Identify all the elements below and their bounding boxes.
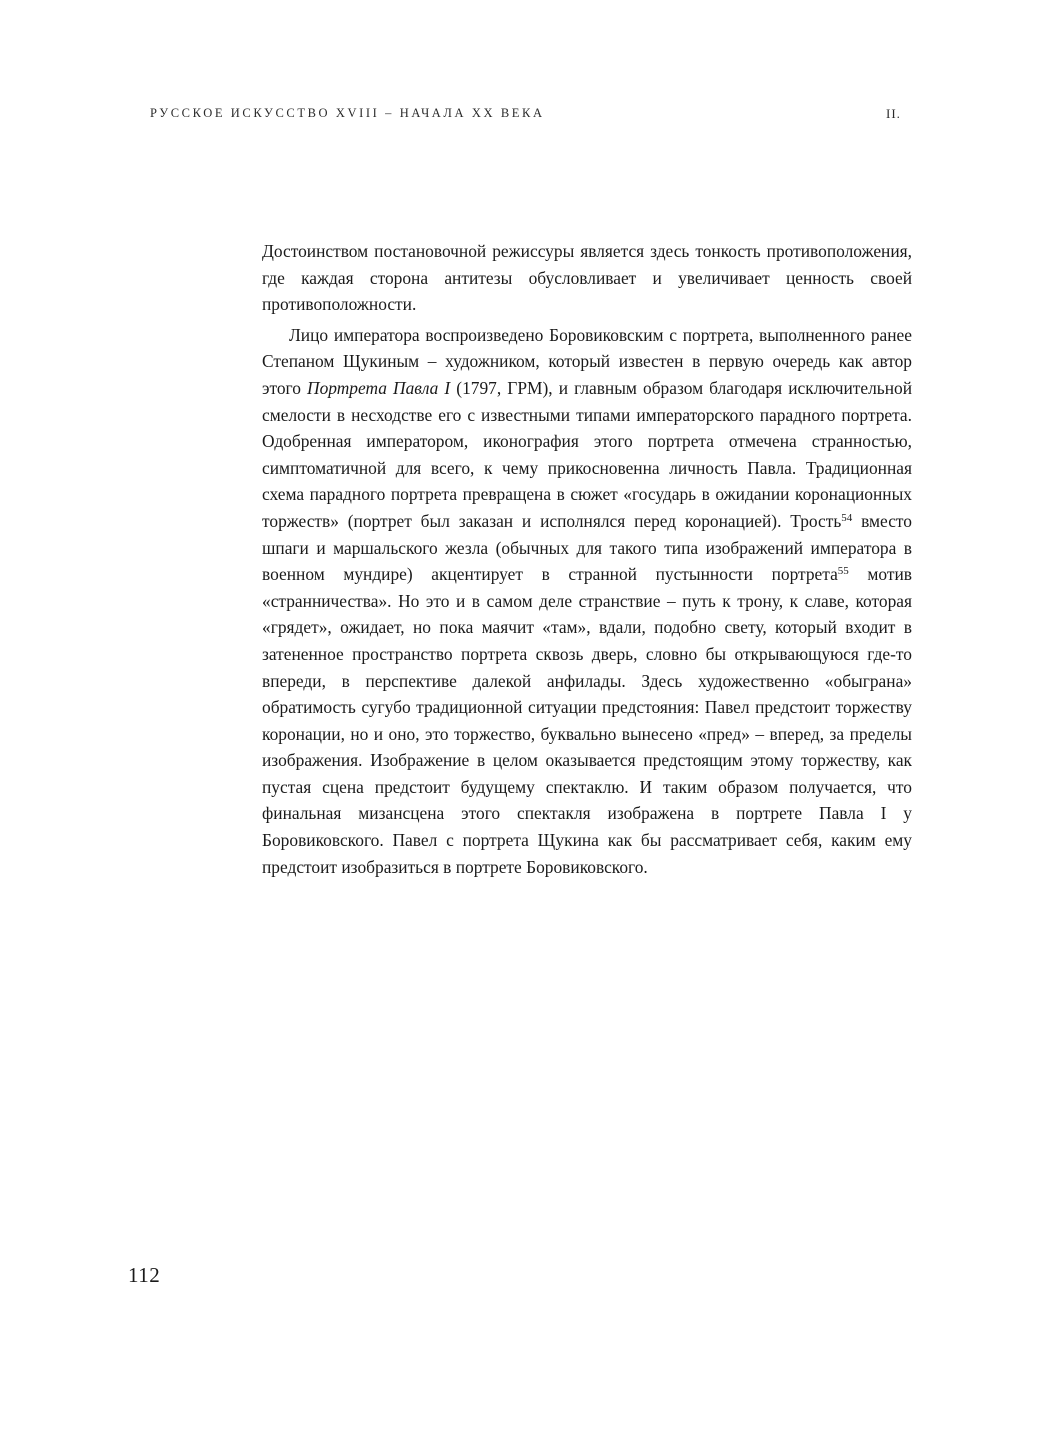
body-text xyxy=(262,238,912,880)
footnote-ref-55[interactable]: 55 xyxy=(837,565,849,578)
paragraph-2-text: мотив «странничества». Но это и в самом деле странствие – путь к трону, к славе, которая «грядет», ожидает, но пока маячит «там», вдали, подобно свету, который входит в затененное пространство портрета сквозь дверь, словно бы открывающуюся где-то впереди, в перспективе далекой анфилады. Здесь художественно «обыграна» обратимость сугубо традиционной ситуации предстояния: Павел предстоит торжеству коронации, но и оно, это торжество, буквально вынесено «пред» – вперед, за пределы изображения. Изображение в целом оказывается предстоящим этому торжеству, как пустая сцена предстоит будущему спектаклю. И таким образом получается, что финальная мизансцена этого спектакля изображена в портрете Павла I у Боровиковского. Павел с портрета Щукина как бы рассматривает себя, каким ему предстоит изобразиться в портрете Боровиковского. xyxy=(262,564,913,877)
running-header-title: РУССКОЕ ИСКУССТВО XVIII – НАЧАЛА XX ВЕКА xyxy=(150,106,545,120)
artwork-title: Портрета Павла I xyxy=(307,377,451,398)
footnote-ref-54[interactable]: 54 xyxy=(841,511,853,524)
paragraph-2-text: Лицо императора воспроизведено Боровиковским с портрета, выполненного ранее Степаном Щукиным – художником, который известен в первую очередь как автор этого xyxy=(262,324,912,398)
paragraph-2-text: вместо шпаги и маршальского жезла (обычных для такого типа изображений императора в военном мундире) акцентирует в странной пустынности портрета xyxy=(262,510,912,585)
paragraph-1: Достоинством постановочной режиссуры является здесь тонкость противоположения, где каждая сторона антитезы обусловливает и увеличивает ценность своей противоположности. xyxy=(262,241,912,315)
paragraph-2-text: (1797, ГРМ), и главным образом благодаря исключительной смелости в несходстве его с известными типами императорского парадного портрета. Одобренная императором, иконография этого портрета отмечена странностью, симптоматичной для всего, к чему прикосновенна личность Павла. Традиционная схема парадного портрета превращена в сюжет «государь в ожидании коронационных торжеств» (портрет был заказан и исполнялся перед коронацией). Трость xyxy=(262,377,912,531)
running-header-section: II. xyxy=(886,106,901,121)
paragraph-2 xyxy=(262,322,912,880)
page-number: 112 xyxy=(128,1263,161,1287)
